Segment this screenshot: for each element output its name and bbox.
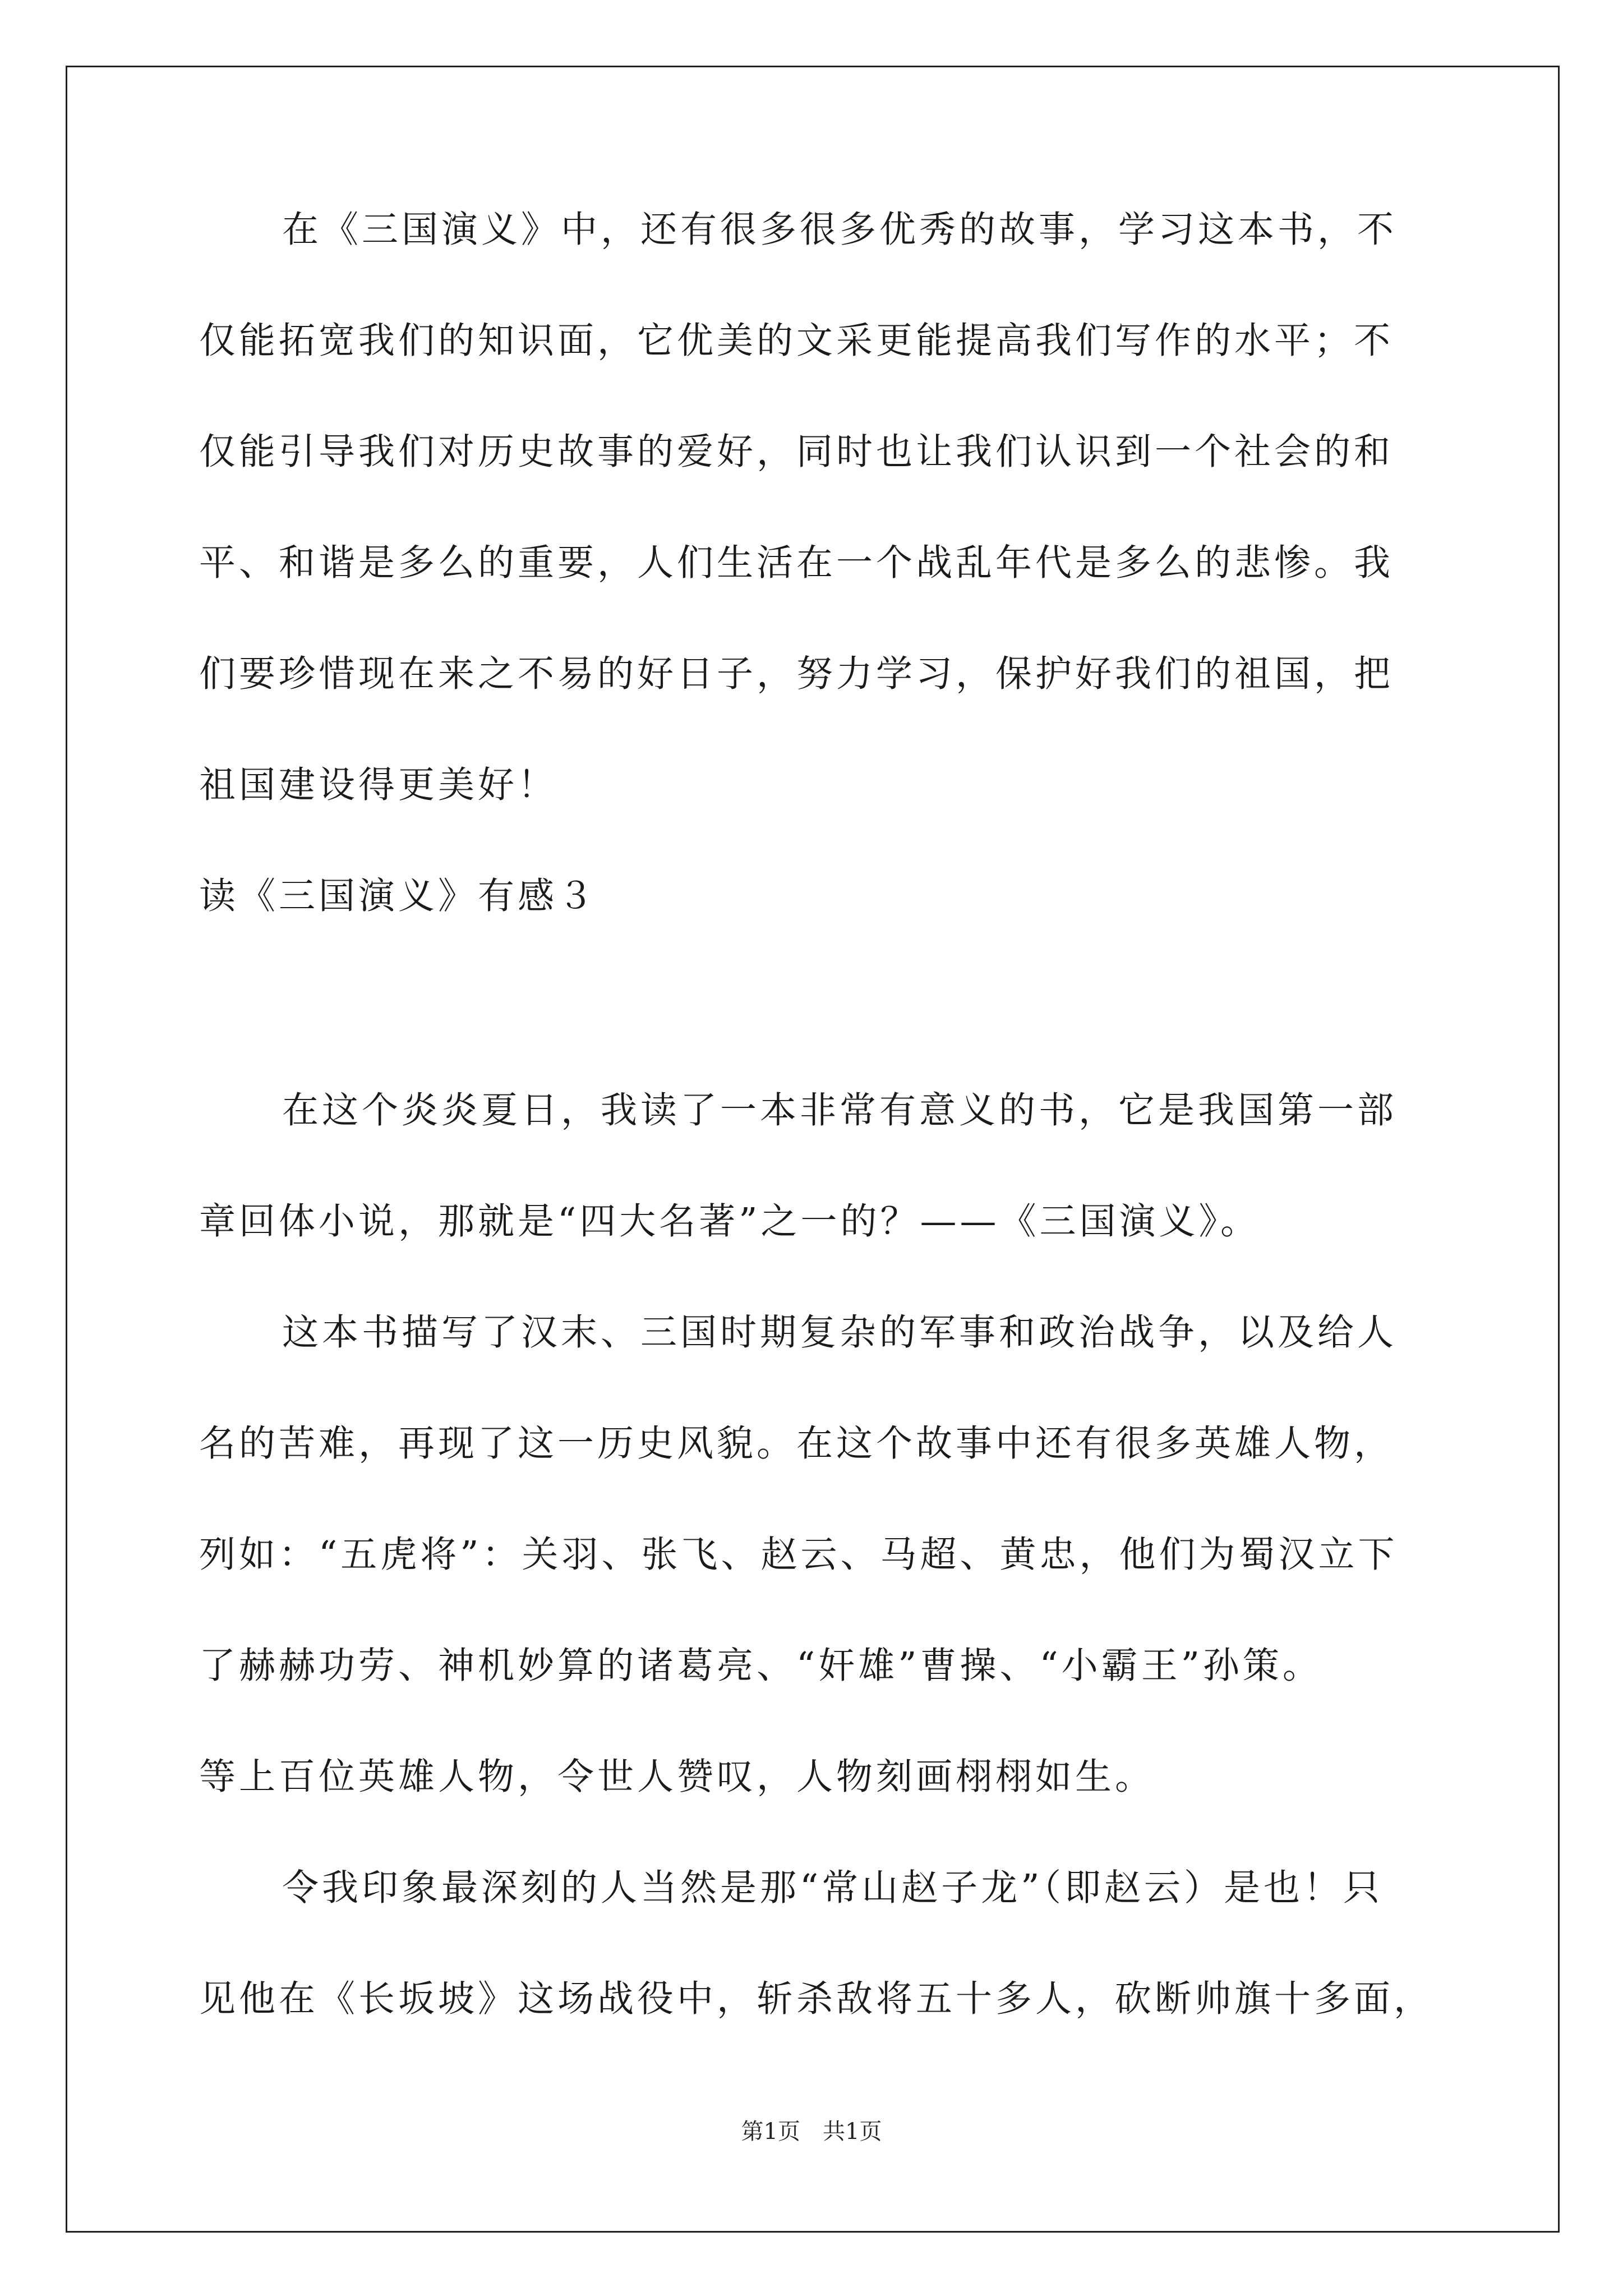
section-heading: 读《三国演义》有感３ xyxy=(199,875,598,917)
paragraph-line: 见他在《长坂坡》这场战役中，斩杀敌将五十多人，砍断帅旗十多面， xyxy=(199,1978,1434,2020)
paragraph-line: 在这个炎炎夏日，我读了一本非常有意义的书，它是我国第一部 xyxy=(282,1089,1398,1131)
paragraph-line: 仅能引导我们对历史故事的爱好，同时也让我们认识到一个社会的和 xyxy=(199,431,1394,473)
page-footer: 第1页 共1页 xyxy=(741,2119,882,2145)
paragraph-line: 列如：“五虎将”：关羽、张飞、赵云、马超、黄忠，他们为蜀汉立下 xyxy=(199,1534,1398,1576)
paragraph-line: 令我印象最深刻的人当然是那“常山赵子龙”（即赵云）是也！只 xyxy=(282,1867,1383,1909)
paragraph-line: 等上百位英雄人物，令世人赞叹，人物刻画栩栩如生。 xyxy=(199,1756,1155,1798)
paragraph-line: 祖国建设得更美好！ xyxy=(199,764,558,806)
paragraph-line: 名的苦难，再现了这一历史风貌。在这个故事中还有很多英雄人物， xyxy=(199,1423,1394,1465)
paragraph-line: 在《三国演义》中，还有很多很多优秀的故事，学习这本书，不 xyxy=(282,209,1398,251)
paragraph-line: 了赫赫功劳、神机妙算的诸葛亮、“奸雄”曹操、“小霸王”孙策。 xyxy=(199,1645,1322,1687)
paragraph-line: 平、和谐是多么的重要，人们生活在一个战乱年代是多么的悲惨。我 xyxy=(199,542,1394,584)
paragraph-line: 仅能拓宽我们的知识面，它优美的文采更能提高我们写作的水平；不 xyxy=(199,320,1394,362)
paragraph-line: 章回体小说，那就是“四大名著”之一的？——《三国演义》。 xyxy=(199,1200,1260,1243)
paragraph-line: 们要珍惜现在来之不易的好日子，努力学习，保护好我们的祖国，把 xyxy=(199,653,1394,695)
paragraph-line: 这本书描写了汉末、三国时期复杂的军事和政治战争，以及给人 xyxy=(282,1312,1398,1354)
